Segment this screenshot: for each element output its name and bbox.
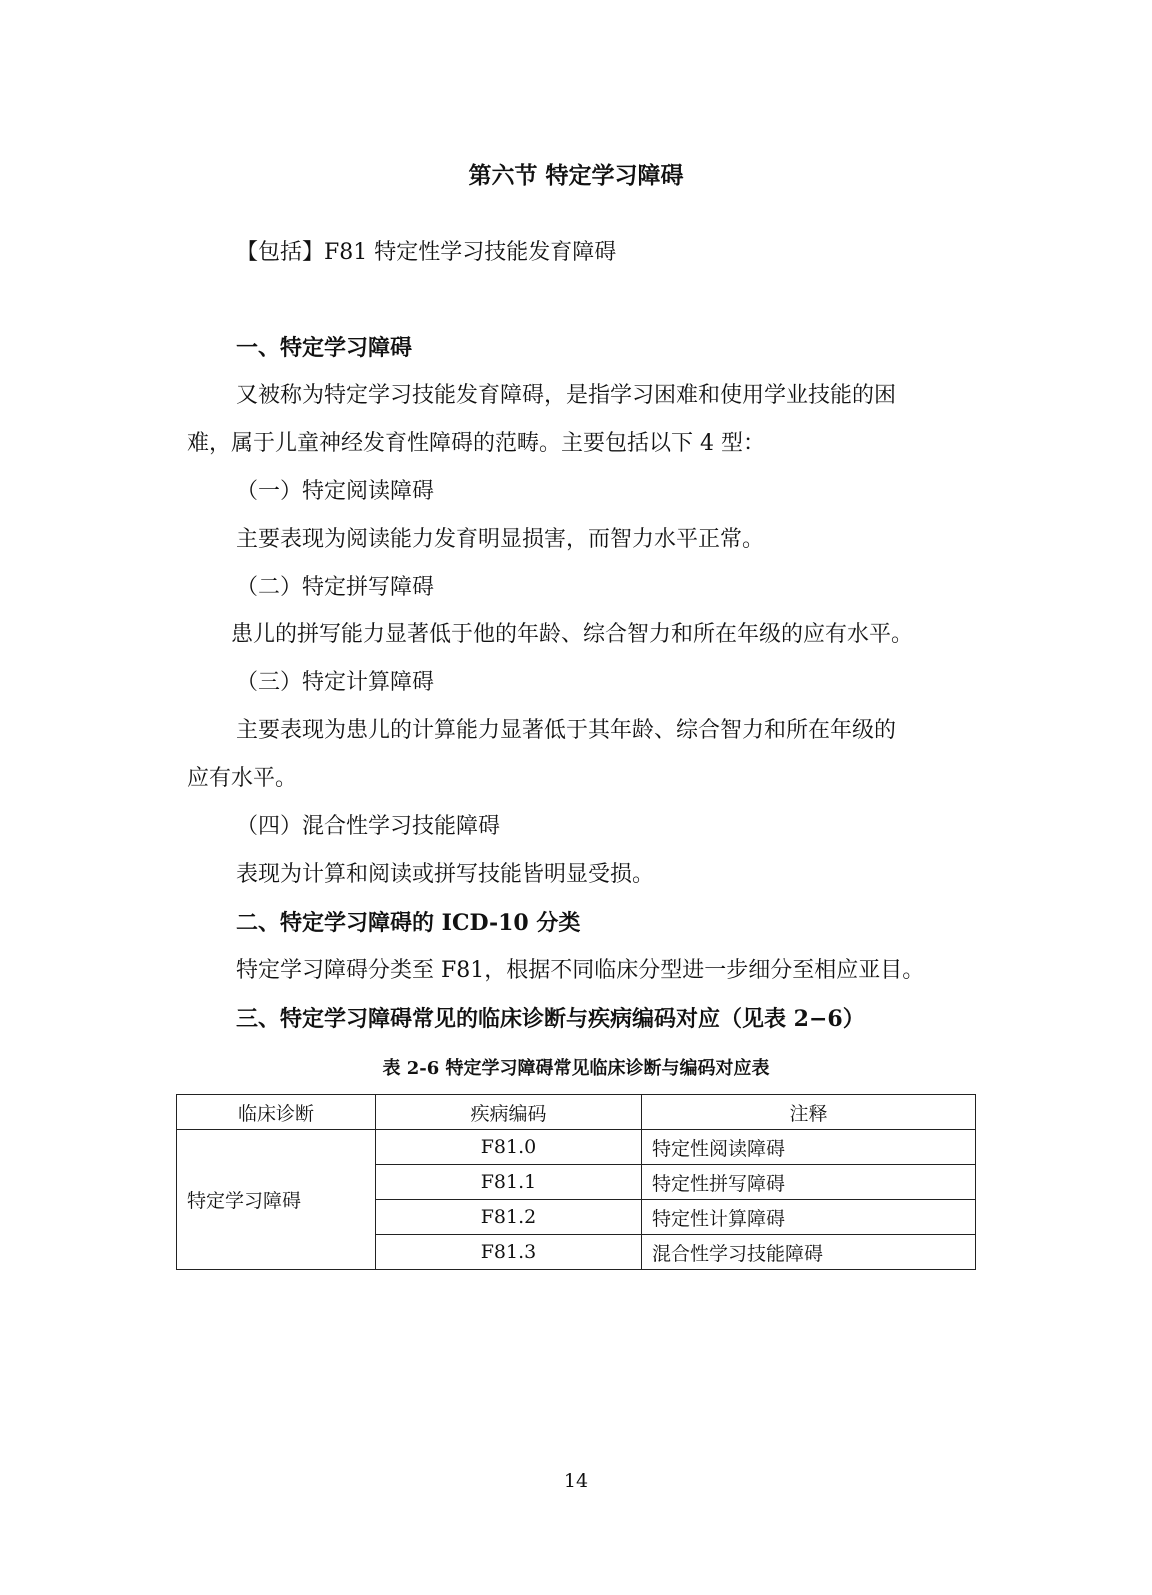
code-cell: F81.3 <box>376 1235 642 1270</box>
table-row <box>177 1130 976 1165</box>
section-1-heading: 一、特定学习障碍 <box>236 335 413 361</box>
header-note: 注释 <box>642 1095 976 1130</box>
section-2-heading: 二、特定学习障碍的 ICD-10 分类 <box>236 910 581 936</box>
subsection-2-text: 患儿的拼写能力显著低于他的年龄、综合智力和所在年级的应有水平。 <box>231 622 914 647</box>
header-code: 疾病编码 <box>376 1095 642 1130</box>
diagnosis-code-table <box>176 1094 976 1270</box>
subsection-2-heading: （二）特定拼写障碍 <box>236 575 435 600</box>
page-number: 14 <box>563 1470 589 1492</box>
subsection-1-text: 主要表现为阅读能力发育明显损害，而智力水平正常。 <box>236 527 765 552</box>
section-2-text: 特定学习障碍分类至 F81，根据不同临床分型进一步细分至相应亚目。 <box>236 958 925 983</box>
subsection-4-text: 表现为计算和阅读或拼写技能皆明显受损。 <box>236 862 655 887</box>
section-1-paragraph-line-2: 难，属于儿童神经发育性障碍的范畴。主要包括以下 4 型： <box>187 431 765 456</box>
code-cell: F81.1 <box>376 1165 642 1200</box>
subsection-1-heading: （一）特定阅读障碍 <box>236 479 435 504</box>
subsection-3-heading: （三）特定计算障碍 <box>236 670 435 695</box>
section-3-heading: 三、特定学习障碍常见的临床诊断与疾病编码对应（见表 2−6） <box>236 1006 865 1032</box>
note-cell: 特定性计算障碍 <box>642 1200 976 1235</box>
header-diagnosis: 临床诊断 <box>177 1095 376 1130</box>
section-title: 第六节 特定学习障碍 <box>468 162 684 189</box>
note-cell: 特定性拼写障碍 <box>642 1165 976 1200</box>
subsection-4-heading: （四）混合性学习技能障碍 <box>236 814 501 839</box>
subsection-3-text-line-1: 主要表现为患儿的计算能力显著低于其年龄、综合智力和所在年级的 <box>236 718 897 743</box>
note-cell: 特定性阅读障碍 <box>642 1130 976 1165</box>
section-1-paragraph-line-1: 又被称为特定学习技能发育障碍，是指学习困难和使用学业技能的困 <box>236 383 897 408</box>
subsection-3-text-line-2: 应有水平。 <box>187 766 298 791</box>
diagnosis-cell: 特定学习障碍 <box>177 1130 376 1270</box>
code-cell: F81.2 <box>376 1200 642 1235</box>
table-header-row <box>177 1095 976 1130</box>
code-cell: F81.0 <box>376 1130 642 1165</box>
table-caption: 表 2-6 特定学习障碍常见临床诊断与编码对应表 <box>382 1058 770 1079</box>
note-cell: 混合性学习技能障碍 <box>642 1235 976 1270</box>
include-line: 【包括】F81 特定性学习技能发育障碍 <box>236 240 617 265</box>
